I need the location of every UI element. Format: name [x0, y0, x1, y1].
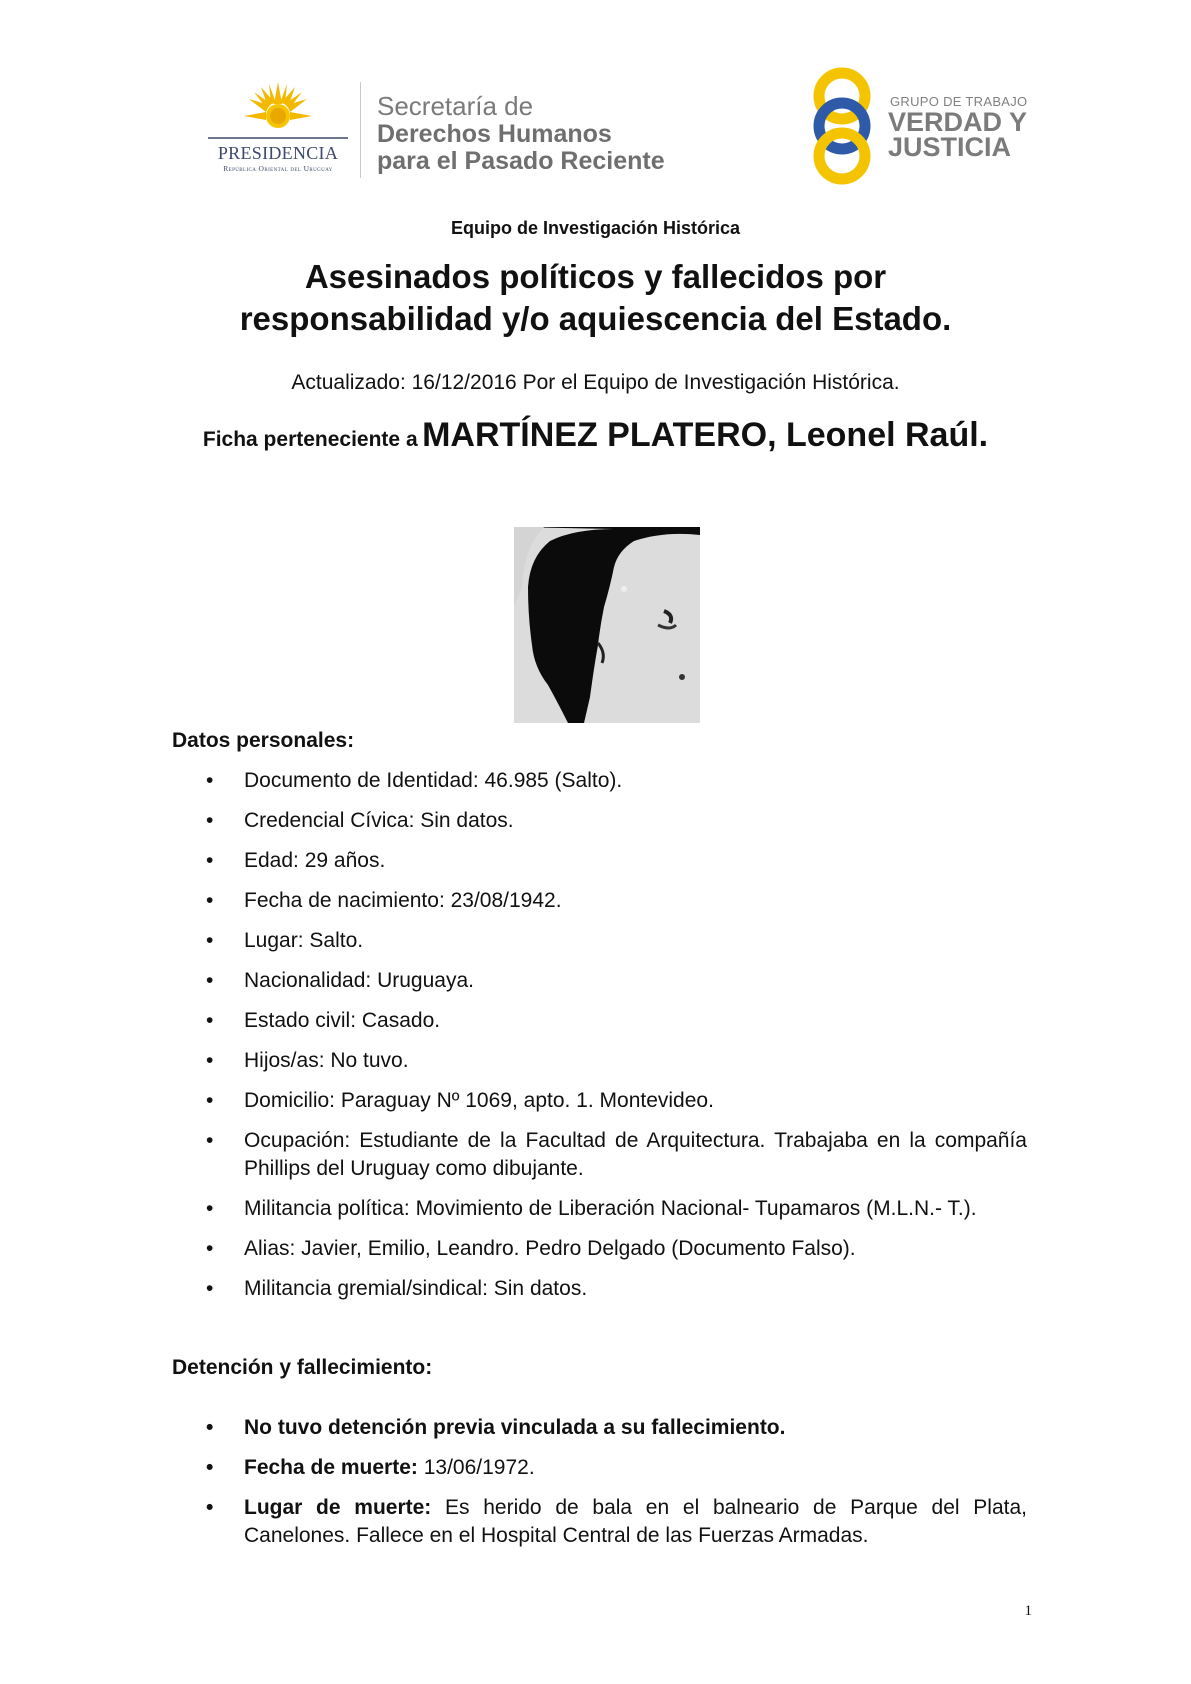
secretaria-line-3: para el Pasado Reciente — [377, 147, 665, 175]
bullet-icon: • — [206, 1496, 214, 1519]
list-item: • Lugar de muerte: Es herido de bala en el balneario de Parque del Plata, Canelones. Fallece en el Hospital Central de las Fuerzas Armadas. — [206, 1496, 1027, 1547]
bullet-icon: • — [206, 969, 214, 992]
datos-personales-list — [200, 767, 1027, 1303]
list-item: • Fecha de nacimiento: 23/08/1942. — [200, 887, 1027, 915]
bullet-icon: • — [206, 929, 214, 952]
person-name: MARTÍNEZ PLATERO, Leonel Raúl. — [422, 416, 989, 454]
detencion-heading: Detención y fallecimiento: — [172, 1356, 433, 1379]
secretaria-line-1: Secretaría de — [377, 91, 534, 121]
list-item: • Militancia política: Movimiento de Liberación Nacional- Tupamaros (M.L.N.- T.). — [200, 1195, 1027, 1223]
verdad-label: VERDAD Y — [888, 107, 1028, 137]
justicia-label: JUSTICIA — [888, 132, 1012, 162]
datos-personales-heading: Datos personales: — [172, 729, 355, 752]
page-number: 1 — [1024, 1603, 1032, 1619]
list-item: • Lugar: Salto. — [200, 927, 1027, 955]
list-item: • Hijos/as: No tuvo. — [200, 1047, 1027, 1075]
bullet-icon: • — [206, 769, 214, 792]
ficha-prefix: Ficha perteneciente a — [202, 428, 418, 451]
logo-divider — [360, 82, 361, 178]
detencion-list — [200, 1414, 1027, 1550]
bullet-icon: • — [206, 1089, 214, 1112]
list-item: • Estado civil: Casado. — [200, 1007, 1027, 1035]
bullet-icon: • — [206, 1009, 214, 1032]
list-item: • Ocupación: Estudiante de la Facultad de Arquitectura. Trabajaba en la compañía Phillips del Uruguay como dibujante. — [206, 1129, 1027, 1180]
bullet-icon: • — [206, 1277, 214, 1300]
list-item: • Militancia gremial/sindical: Sin datos. — [200, 1275, 1027, 1303]
page-header — [0, 0, 1191, 200]
list-item: • Nacionalidad: Uruguaya. — [200, 967, 1027, 995]
portrait-silhouette — [514, 527, 700, 723]
bullet-icon: • — [206, 1197, 214, 1220]
ficha-heading — [200, 414, 991, 463]
list-item: • Alias: Javier, Emilio, Leandro. Pedro Delgado (Documento Falso). — [200, 1235, 1027, 1263]
grupo-trabajo-label: GRUPO DE TRABAJO — [890, 94, 1028, 109]
document-title — [140, 256, 1051, 340]
bullet-icon: • — [206, 889, 214, 912]
bullet-icon: • — [206, 809, 214, 832]
portrait-photo — [514, 527, 700, 723]
presidencia-wordmark: PRESIDENCIA — [217, 143, 339, 163]
bullet-icon: • — [206, 849, 214, 872]
title-line-1: Asesinados políticos y fallecidos por — [304, 258, 887, 295]
presidencia-subtitle: República Oriental del Uruguay — [223, 164, 333, 173]
list-item: • Fecha de muerte: 13/06/1972. — [200, 1454, 1027, 1482]
title-line-2: responsabilidad y/o aquiescencia del Estado. — [239, 300, 952, 337]
list-item: • Domicilio: Paraguay Nº 1069, apto. 1. Montevideo. — [200, 1087, 1027, 1115]
bullet-icon: • — [206, 1416, 214, 1439]
bullet-icon: • — [206, 1456, 214, 1479]
bullet-icon: • — [206, 1129, 214, 1152]
list-item: • No tuvo detención previa vinculada a su fallecimiento. — [200, 1414, 1027, 1442]
team-heading: Equipo de Investigación Histórica — [450, 218, 741, 238]
bullet-icon: • — [206, 1237, 214, 1260]
list-item: • Documento de Identidad: 46.985 (Salto). — [200, 767, 1027, 795]
list-item: • Edad: 29 años. — [200, 847, 1027, 875]
updated-line: Actualizado: 16/12/2016 Por el Equipo de Investigación Histórica. — [291, 371, 900, 394]
secretaria-line-2: Derechos Humanos — [377, 120, 612, 148]
list-item: • Credencial Cívica: Sin datos. — [200, 807, 1027, 835]
bullet-icon: • — [206, 1049, 214, 1072]
